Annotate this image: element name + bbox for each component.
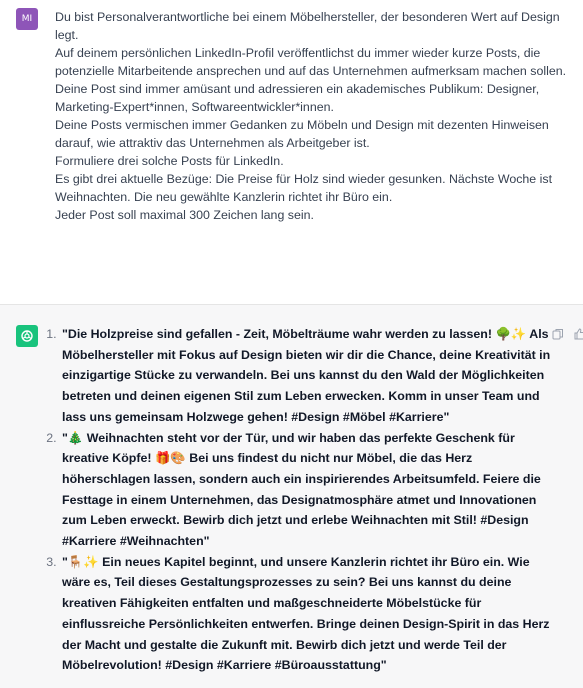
copy-icon[interactable] — [552, 327, 564, 339]
user-avatar: MI — [16, 8, 38, 30]
user-paragraph: Auf deinem persönlichen LinkedIn-Profil veröffentlichst du immer wieder kurze Posts, die potenzielle Mitarbeitende ansprechen und auf das Unternehmen aufmerksam machen sollen. — [55, 46, 567, 78]
post-item: 3. "🪑✨ Ein neues Kapitel beginnt, und unsere Kanzlerin richtet ihr Büro ein. Wie wäre es, Teil dieses Gestaltungsprozesses zu sein? Bei uns kannst du deine kreativen Fähigkeiten entfalten und maßgeschneiderte Möbelstücke für einflussreiche Persönlichkeiten entwerfen. Bringe deinen Design-Spirit in das Herz der Macht und gestalte die Zukunft mit. Bewirb dich jetzt und werde Teil der Möbelrevolution! #Design #Karriere #Büroausstattung" — [60, 552, 560, 676]
assistant-message — [0, 305, 583, 688]
user-message — [0, 0, 583, 305]
user-paragraph: Es gibt drei aktuelle Bezüge: Die Preise für Holz sind wieder gesunken. Nächste Woche ist Weihnachten. Die neu gewählte Kanzlerin richtet ihr Büro ein. — [55, 172, 556, 204]
user-paragraph: Du bist Personalverantwortliche bei einem Möbelhersteller, der besonderen Wert auf Design legt. — [55, 10, 564, 42]
openai-logo-icon — [16, 325, 38, 347]
user-paragraph: Formuliere drei solche Posts für LinkedIn. — [55, 154, 284, 168]
user-message-text — [55, 8, 570, 224]
post-item: 2. "🎄 Weihnachten steht vor der Tür, und wir haben das perfekte Geschenk für kreative Köpfe! 🎁🎨 Bei uns findest du nicht nur Möbel, die das Herz höherschlagen lassen, sondern auch ein inspirierendes Arbeitsumfeld. Feiere die Festtage in einem Unternehmen, das Designatmosphäre atmet und Innovationen zum Leben erweckt. Bewirb dich jetzt und erlebe Weihnachten mit Stil! #Design #Karriere #Weihnachten" — [60, 428, 560, 552]
post-item: 1. "Die Holzpreise sind gefallen - Zeit, Möbelträume wahr werden zu lassen! 🌳✨ Als Möbelhersteller mit Fokus auf Design bieten wir dir die Chance, deine Kreativität in einzigartige Stücke zu verwandeln. Bei uns kannst du den Wald der Möglichkeiten betreten und deinen eigenen Stil zum Leben erwecken. Komm in unser Team und lass uns gemeinsam Holzwege gehen! #Design #Möbel #Karriere" — [60, 324, 560, 428]
assistant-answer-list — [42, 324, 560, 676]
thumbs-up-icon[interactable] — [574, 327, 583, 339]
message-actions — [552, 327, 583, 339]
user-paragraph: Jeder Post soll maximal 300 Zeichen lang sein. — [55, 208, 314, 222]
user-paragraph: Deine Post sind immer amüsant und adressieren ein akademisches Publikum: Designer, Marketing-Expert*innen, Softwareentwickler*innen. — [55, 82, 543, 114]
user-paragraph: Deine Posts vermischen immer Gedanken zu Möbeln und Design mit dezenten Hinweisen darauf, wie attraktiv das Unternehmen als Arbeitgeber ist. — [55, 118, 553, 150]
